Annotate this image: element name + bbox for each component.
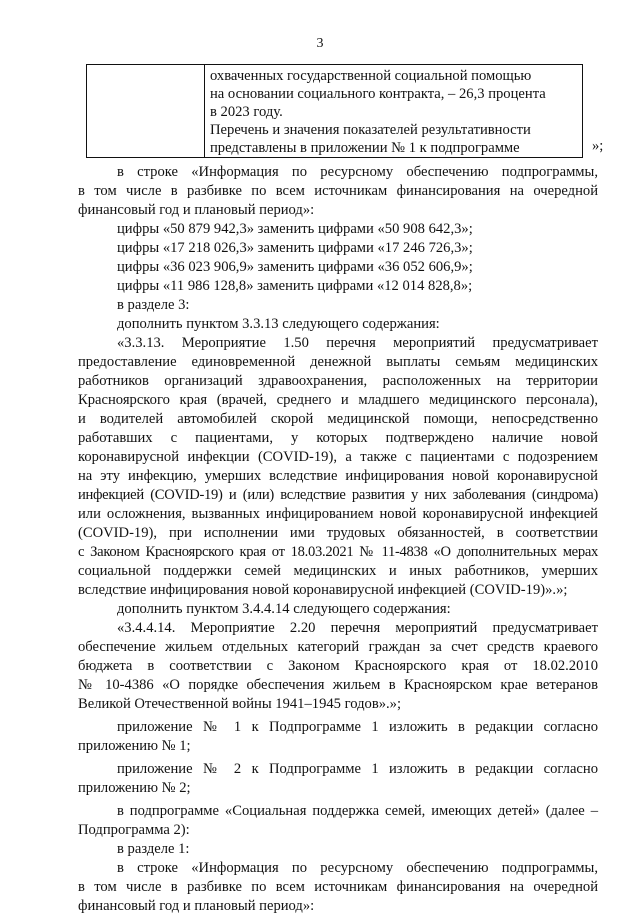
table-line: представлены в приложении № 1 к подпрограмме — [210, 140, 520, 156]
table-line: охваченных государственной социальной помощью — [210, 68, 532, 84]
table-fragment — [86, 64, 616, 160]
text-line: коронавирусной инфекции (COVID-19), а также с пациентами с подозрением — [78, 449, 598, 465]
text-line: Красноярского края (врачей, среднего и младшего медицинского персонала), — [78, 392, 598, 408]
text-line: предоставление единовременной денежной выплаты семьям медицинских — [78, 354, 598, 370]
text-line: и водителей автомобилей скорой медицинской помощи, непосредственно — [78, 411, 598, 427]
text-line: (COVID-19), при исполнении ими трудовых обязанностей, в соответствии — [78, 525, 598, 541]
text-line: в разделе 1: — [117, 841, 190, 857]
table-closing-quote: »; — [592, 138, 604, 154]
text-line: дополнить пунктом 3.3.13 следующего содержания: — [117, 316, 440, 332]
text-line: цифры «36 023 906,9» заменить цифрами «36 052 606,9»; — [117, 259, 473, 275]
text-line: в том числе в разбивке по всем источникам финансирования на очередной — [78, 879, 598, 895]
table-cell-left — [86, 64, 204, 158]
table-line: Перечень и значения показателей результативности — [210, 122, 531, 138]
text-line: социальной поддержки семей медицинских и иных работников, умерших — [78, 563, 598, 579]
text-line: работавших с пациентами, у которых подтверждено наличие новой — [78, 430, 598, 446]
text-line: цифры «50 879 942,3» заменить цифрами «50 908 642,3»; — [117, 221, 473, 237]
table-line: на основании социального контракта, – 26,3 процента — [210, 86, 546, 102]
text-line: цифры «17 218 026,3» заменить цифрами «17 246 726,3»; — [117, 240, 473, 256]
table-line: в 2023 году. — [210, 104, 283, 120]
text-line: с Законом Красноярского края от 18.03.2021 № 11-4838 «О дополнительных мерах — [78, 544, 598, 560]
text-line: в строке «Информация по ресурсному обеспечению подпрограммы, — [117, 860, 598, 876]
text-line: приложение № 1 к Подпрограмме 1 изложить в редакции согласно — [117, 719, 598, 735]
page-number: 3 — [316, 36, 324, 51]
text-line: приложению № 1; — [78, 738, 191, 754]
text-line: № 10-4386 «О порядке обеспечения жильем в Красноярском крае ветеранов — [78, 677, 598, 693]
text-line: приложение № 2 к Подпрограмме 1 изложить в редакции согласно — [117, 761, 598, 777]
text-line: приложению № 2; — [78, 780, 191, 796]
text-line: в подпрограмме «Социальная поддержка семей, имеющих детей» (далее – — [117, 803, 598, 819]
text-line: в том числе в разбивке по всем источникам финансирования на очередной — [78, 183, 598, 199]
text-line: на эту инфекцию, умерших вследствие инфицирования новой коронавирусной — [78, 468, 598, 484]
text-line: работников организаций здравоохранения, расположенных на территории — [78, 373, 598, 389]
text-line: инфекцией (COVID-19) и (или) вследствие развития у них заболевания (синдрома) — [78, 487, 598, 503]
text-line: бюджета в соответствии с Законом Красноярского края от 18.02.2010 — [78, 658, 598, 674]
text-line: или осложнения, вызванных инфицированием новой коронавирусной инфекцией — [78, 506, 598, 522]
text-line: в строке «Информация по ресурсному обеспечению подпрограммы, — [117, 164, 598, 180]
text-line: обеспечение жильем отдельных категорий граждан за счет средств краевого — [78, 639, 598, 655]
text-line: финансовый год и плановый период»: — [78, 202, 315, 218]
text-line: Подпрограмма 2): — [78, 822, 190, 838]
text-line: вследствие инфицирования новой коронавирусной инфекцией (COVID-19)».»; — [78, 582, 568, 598]
text-line: дополнить пунктом 3.4.4.14 следующего содержания: — [117, 601, 451, 617]
text-line: цифры «11 986 128,8» заменить цифрами «12 014 828,8»; — [117, 278, 473, 294]
text-line: «3.3.13. Мероприятие 1.50 перечня мероприятий предусматривает — [117, 335, 598, 351]
text-line: «3.4.4.14. Мероприятие 2.20 перечня мероприятий предусматривает — [117, 620, 598, 636]
text-line: Великой Отечественной войны 1941–1945 годов».»; — [78, 696, 402, 712]
text-line: финансовый год и плановый период»: — [78, 898, 315, 914]
text-line: в разделе 3: — [117, 297, 190, 313]
